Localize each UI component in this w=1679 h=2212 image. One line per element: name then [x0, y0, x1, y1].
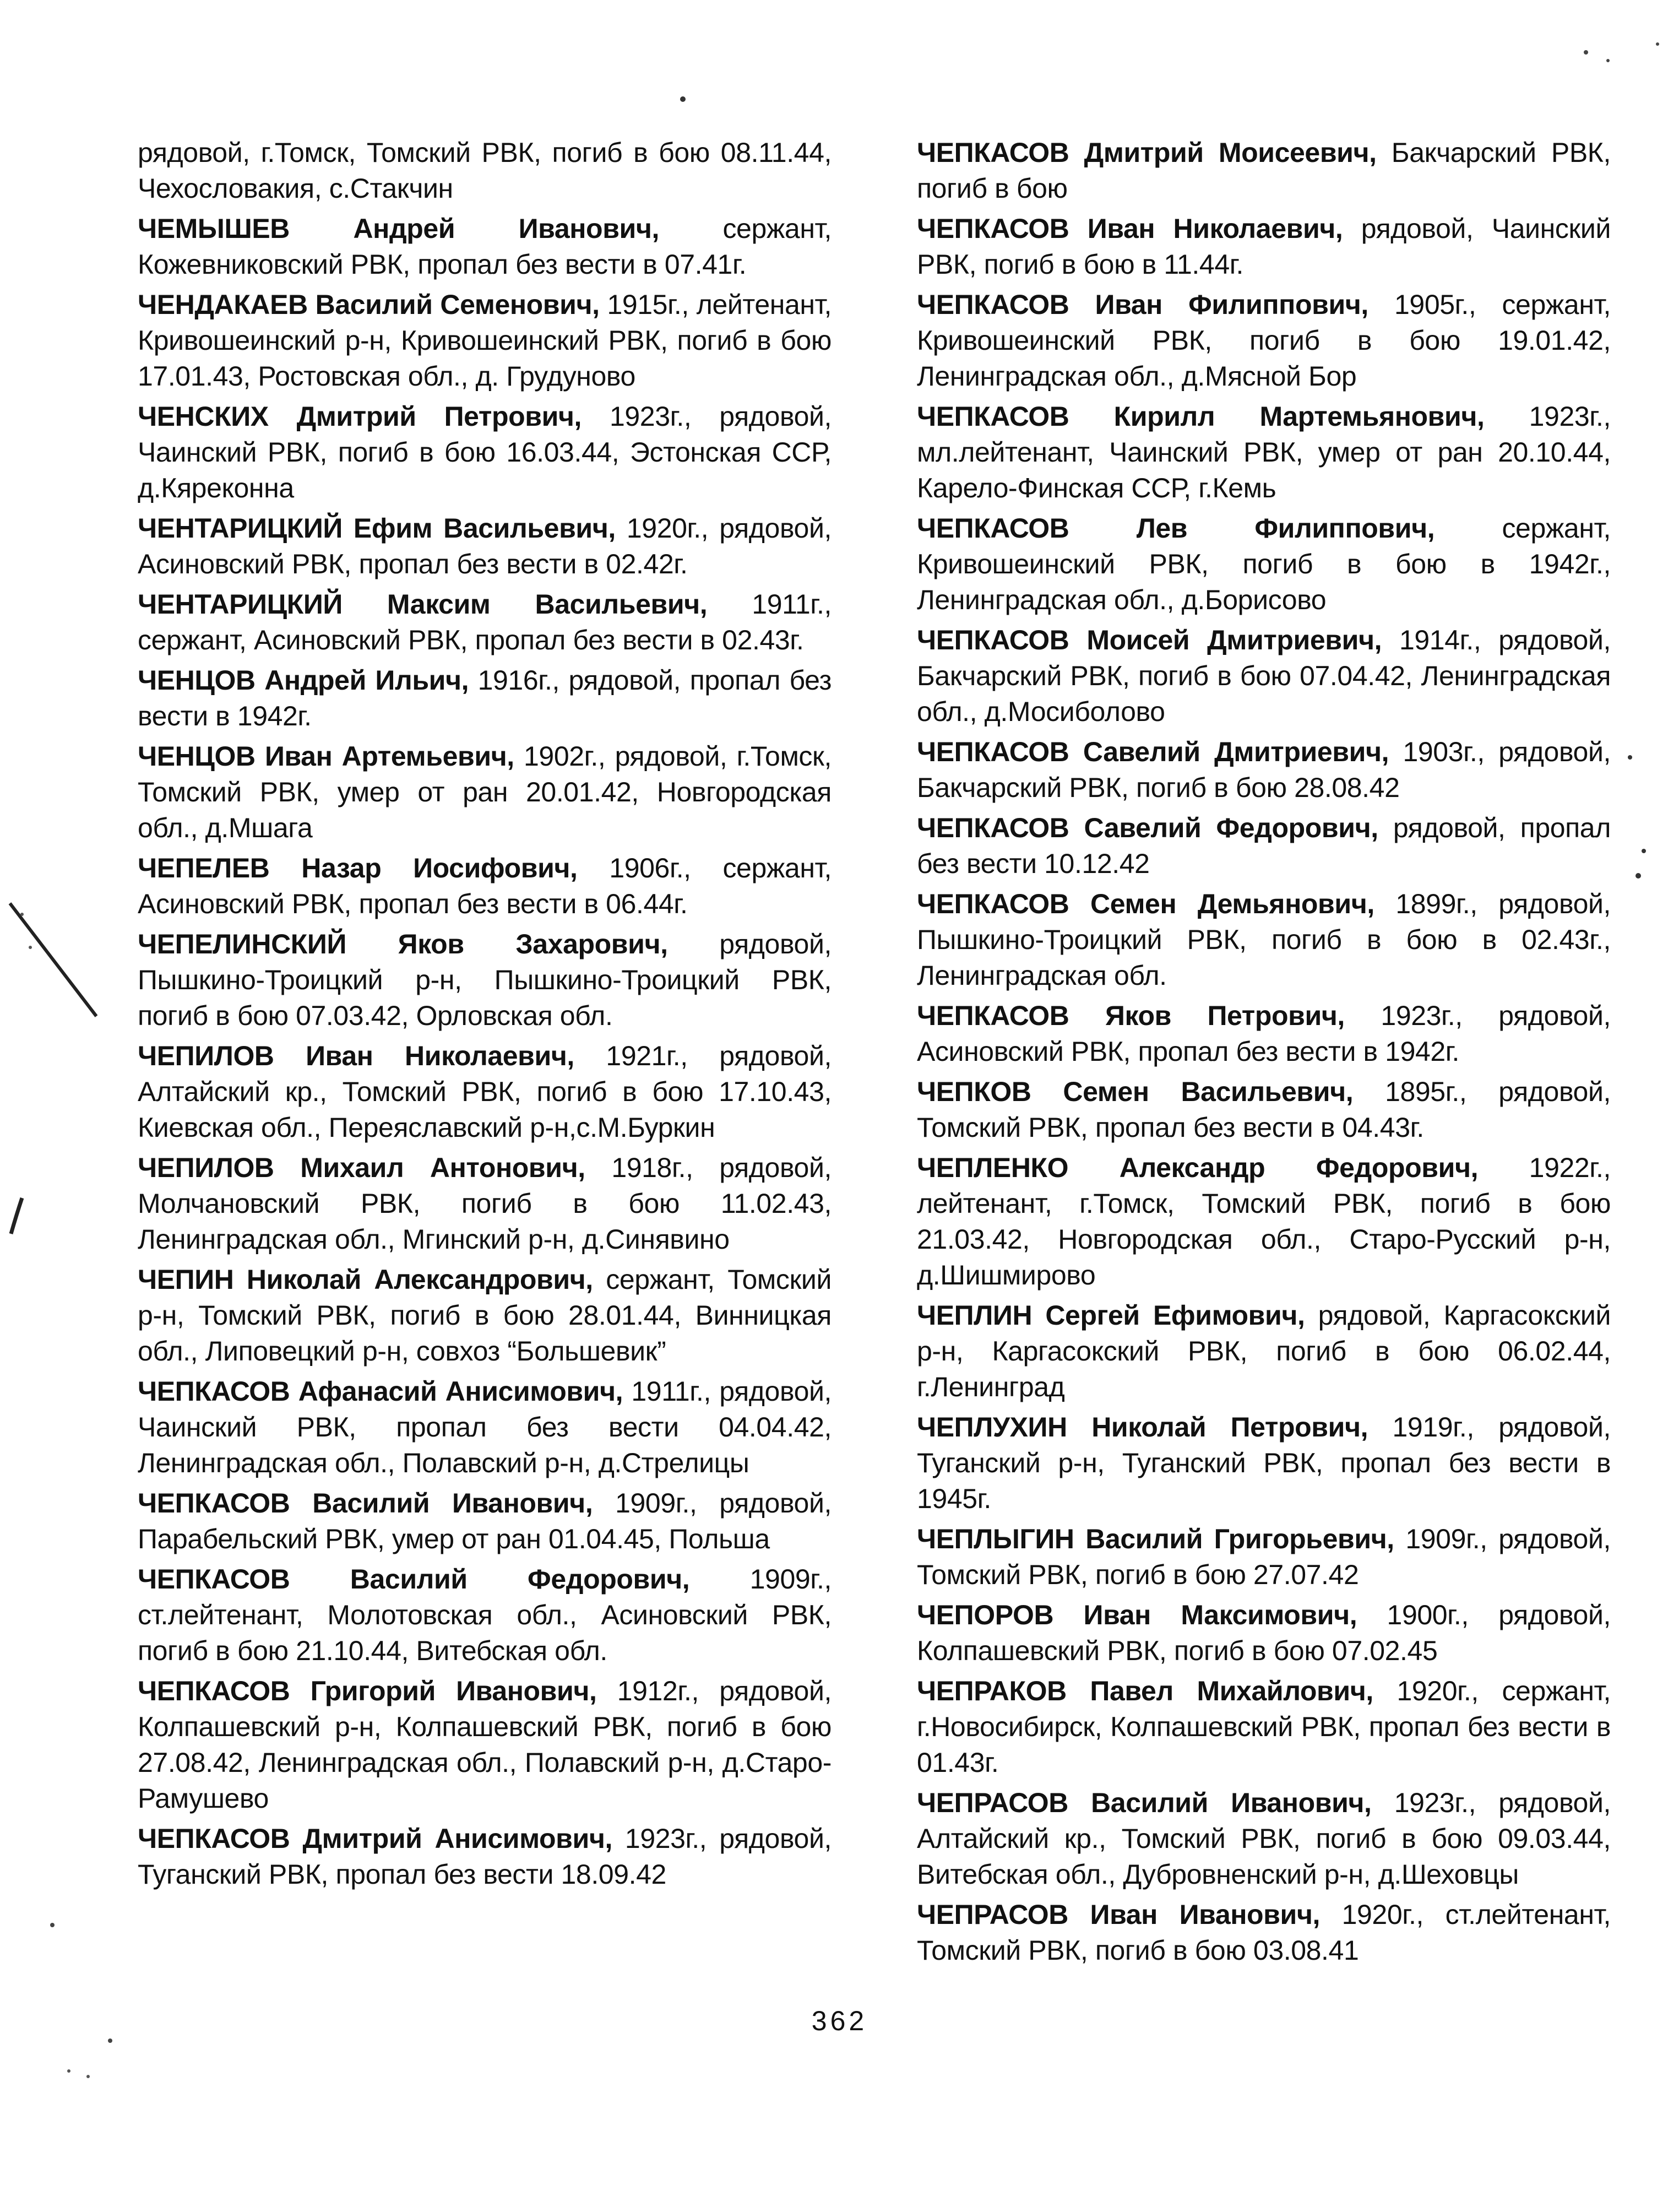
record-entry — [138, 1673, 832, 1817]
record-name: ЧЕНЦОВ Иван Артемьевич, — [138, 741, 514, 772]
speck — [50, 1923, 55, 1927]
left-column — [138, 135, 832, 1897]
record-details: 1921г., рядовой, Алтайский кр., Томский РВК, погиб в бою 17.10.43, Киевская обл., Переяславский р-н,с.М.Буркин — [138, 1040, 832, 1143]
record-entry — [917, 211, 1611, 283]
record-details: сержант, Кривошеинский РВК, погиб в бою в 1942г., Ленинградская обл., д.Борисово — [917, 513, 1611, 615]
record-name: ЧЕПКАСОВ Яков Петрович, — [917, 1000, 1345, 1031]
record-name: ЧЕПКАСОВ Савелий Дмитриевич, — [917, 736, 1389, 767]
record-details: 1909г., рядовой, Томский РВК, погиб в бою 27.07.42 — [917, 1524, 1611, 1590]
record-name: ЧЕПКАСОВ Дмитрий Моисеевич, — [917, 137, 1377, 168]
record-entry — [138, 1374, 832, 1481]
speck — [680, 96, 686, 102]
record-name: ЧЕПКАСОВ Василий Федорович, — [138, 1564, 690, 1595]
record-entry — [138, 287, 832, 394]
record-details: 1909г., рядовой, Парабельский РВК, умер от ран 01.04.45, Польша — [138, 1488, 832, 1554]
record-entry — [917, 1521, 1611, 1593]
record-name: ЧЕПКАСОВ Иван Николаевич, — [917, 213, 1343, 244]
record-entry — [917, 886, 1611, 994]
speck — [1656, 42, 1659, 46]
record-entry — [138, 1562, 832, 1669]
speck — [86, 2075, 90, 2078]
record-entry — [138, 1150, 832, 1257]
record-entry — [138, 663, 832, 734]
record-entry — [138, 1821, 832, 1893]
record-name: ЧЕНТАРИЦКИЙ Ефим Васильевич, — [138, 513, 616, 544]
record-name: ЧЕПИЛОВ Иван Николаевич, — [138, 1040, 574, 1071]
speck — [1635, 873, 1641, 879]
record-name: ЧЕПИН Николай Александрович, — [138, 1264, 593, 1295]
record-entry — [138, 1262, 832, 1369]
record-name: ЧЕПКАСОВ Василий Иванович, — [138, 1488, 593, 1519]
record-name: ЧЕПРАКОВ Павел Михайлович, — [917, 1676, 1373, 1706]
speck — [1606, 59, 1610, 62]
record-entry — [138, 739, 832, 846]
record-name: ЧЕМЫШЕВ Андрей Иванович, — [138, 213, 659, 244]
record-details: 1903г., рядовой, Бакчарский РВК, погиб в бою 28.08.42 — [917, 736, 1611, 803]
record-entry — [138, 850, 832, 922]
record-details: 1906г., сержант, Асиновский РВК, пропал без вести в 06.44г. — [138, 853, 832, 919]
record-details: рядовой, Пышкино-Троицкий р-н, Пышкино-Троицкий РВК, погиб в бою 07.03.42, Орловская обл. — [138, 929, 832, 1031]
record-details: 1923г., рядовой, Чаинский РВК, погиб в бою 16.03.44, Эстонская ССР, д.Кяреконна — [138, 401, 832, 503]
speck — [108, 2038, 112, 2043]
record-entry — [917, 734, 1611, 806]
record-details: рядовой, Каргасокский р-н, Каргасокский РВК, погиб в бою 06.02.44, г.Ленинград — [917, 1300, 1611, 1402]
record-details: 1916г., рядовой, пропал без вести в 1942г. — [138, 665, 832, 731]
record-details: Бакчарский РВК, погиб в бою — [917, 137, 1611, 204]
record-name: ЧЕНТАРИЦКИЙ Максим Васильевич, — [138, 589, 708, 620]
record-details: 1914г., рядовой, Бакчарский РВК, погиб в бою 07.04.42, Ленинградская обл., д.Мосиболово — [917, 625, 1611, 727]
record-details: рядовой, Чаинский РВК, погиб в бою в 11.44г. — [917, 213, 1611, 280]
record-details: 1911г., рядовой, Чаинский РВК, пропал без вести 04.04.42, Ленинградская обл., Полавский р-н, д.Стрелицы — [138, 1376, 832, 1478]
record-details: 1909г., ст.лейтенант, Молотовская обл., Асиновский РВК, погиб в бою 21.10.44, Витебская обл. — [138, 1564, 832, 1666]
record-entry — [917, 1298, 1611, 1405]
record-name: ЧЕПКАСОВ Моисей Дмитриевич, — [917, 625, 1382, 655]
record-entry — [138, 511, 832, 582]
speck — [1584, 50, 1588, 55]
record-details: 1920г., сержант, г.Новосибирск, Колпашевский РВК, пропал без вести в 01.43г. — [917, 1676, 1611, 1778]
record-details: 1923г., рядовой, Алтайский кр., Томский РВК, погиб в бою 09.03.44, Витебская обл., Дубровненский р-н, д.Шеховцы — [917, 1787, 1611, 1890]
record-name: ЧЕПКАСОВ Кирилл Мартемьянович, — [917, 401, 1485, 432]
record-details: 1923г., мл.лейтенант, Чаинский РВК, умер от ран 20.10.44, Карело-Финская ССР, г.Кемь — [917, 401, 1611, 503]
record-name: ЧЕПЛЕНКО Александр Федорович, — [917, 1152, 1479, 1183]
speck — [67, 2069, 70, 2073]
record-entry — [917, 1074, 1611, 1146]
record-name: ЧЕПИЛОВ Михаил Антонович, — [138, 1152, 585, 1183]
record-name: ЧЕПРАСОВ Иван Иванович, — [917, 1899, 1320, 1930]
record-name: ЧЕПКАСОВ Семен Демьянович, — [917, 888, 1374, 919]
record-name: ЧЕПКАСОВ Дмитрий Анисимович, — [138, 1823, 612, 1854]
record-details: рядовой, г.Томск, Томский РВК, погиб в бою 08.11.44, Чехословакия, с.Стакчин — [138, 137, 832, 204]
record-entry — [917, 399, 1611, 506]
record-name: ЧЕПКАСОВ Григорий Иванович, — [138, 1676, 597, 1706]
record-name: ЧЕПЕЛИНСКИЙ Яков Захарович, — [138, 929, 668, 959]
record-entry — [917, 998, 1611, 1070]
record-entry — [917, 1150, 1611, 1293]
record-name: ЧЕПЛУХИН Николай Петрович, — [917, 1412, 1368, 1443]
record-entry — [917, 1785, 1611, 1893]
record-name: ЧЕПКАСОВ Савелий Федорович, — [917, 812, 1378, 843]
record-details: 1899г., рядовой, Пышкино-Троицкий РВК, погиб в бою в 02.43г., Ленинградская обл. — [917, 888, 1611, 991]
record-details: 1902г., рядовой, г.Томск, Томский РВК, умер от ран 20.01.42, Новгородская обл., д.Мшага — [138, 741, 832, 843]
record-entry — [138, 1038, 832, 1146]
record-entry — [138, 587, 832, 658]
record-entry — [138, 211, 832, 283]
record-entry — [917, 511, 1611, 618]
record-details: 1912г., рядовой, Колпашевский р-н, Колпашевский РВК, погиб в бою 27.08.42, Ленинградская обл., Полавский р-н, д.Старо-Рамушево — [138, 1676, 832, 1814]
record-entry — [138, 399, 832, 506]
record-details: 1918г., рядовой, Молчановский РВК, погиб в бою 11.02.43, Ленинградская обл., Мгинский р-н, д.Синявино — [138, 1152, 832, 1255]
record-entry — [917, 135, 1611, 207]
record-entry — [917, 622, 1611, 730]
record-details: 1922г., лейтенант, г.Томск, Томский РВК, погиб в бою 21.03.42, Новгородская обл., Старо-Русский р-н, д.Шишмирово — [917, 1152, 1611, 1291]
record-details: 1900г., рядовой, Колпашевский РВК, погиб в бою 07.02.45 — [917, 1600, 1611, 1666]
record-details: 1923г., рядовой, Туганский РВК, пропал без вести 18.09.42 — [138, 1823, 832, 1890]
record-details: 1919г., рядовой, Туганский р-н, Туганский РВК, пропал без вести в 1945г. — [917, 1412, 1611, 1514]
record-entry — [917, 810, 1611, 882]
record-name: ЧЕНСКИХ Дмитрий Петрович, — [138, 401, 582, 432]
record-name: ЧЕПРАСОВ Василий Иванович, — [917, 1787, 1372, 1818]
record-name: ЧЕПЛЫГИН Василий Григорьевич, — [917, 1524, 1394, 1554]
record-name: ЧЕПОРОВ Иван Максимович, — [917, 1600, 1357, 1630]
margin-stroke-mark — [10, 903, 96, 1016]
right-column — [917, 135, 1611, 1973]
record-entry — [138, 1485, 832, 1557]
record-details: 1905г., сержант, Кривошеинский РВК, погиб в бою 19.01.42, Ленинградская обл., д.Мясной Бор — [917, 289, 1611, 392]
record-entry — [917, 1897, 1611, 1969]
record-details: 1923г., рядовой, Асиновский РВК, пропал без вести в 1942г. — [917, 1000, 1611, 1067]
speck — [1642, 849, 1646, 853]
speck — [20, 913, 24, 916]
record-name: ЧЕПКАСОВ Лев Филиппович, — [917, 513, 1435, 544]
record-details: 1920г., рядовой, Асиновский РВК, пропал без вести в 02.42г. — [138, 513, 832, 579]
speck — [1628, 755, 1632, 760]
record-entry — [917, 1409, 1611, 1517]
record-details: сержант, Томский р-н, Томский РВК, погиб в бою 28.01.44, Винницкая обл., Липовецкий р-н, совхоз “Большевик” — [138, 1264, 832, 1367]
speck — [29, 946, 32, 949]
record-name: ЧЕПКОВ Семен Васильевич, — [917, 1076, 1354, 1107]
record-details: 1920г., ст.лейтенант, Томский РВК, погиб в бою 03.08.41 — [917, 1899, 1611, 1966]
record-name: ЧЕПКАСОВ Иван Филиппович, — [917, 289, 1368, 320]
record-name: ЧЕПЕЛЕВ Назар Иосифович, — [138, 853, 578, 883]
record-name: ЧЕПКАСОВ Афанасий Анисимович, — [138, 1376, 623, 1407]
page-number: 362 — [811, 2005, 868, 2036]
record-details: сержант, Кожевниковский РВК, пропал без вести в 07.41г. — [138, 213, 832, 280]
record-details: 1915г., лейтенант, Кривошеинский р-н, Кривошеинский РВК, погиб в бою 17.01.43, Ростовская обл., д. Грудуново — [138, 289, 832, 392]
record-entry — [917, 1597, 1611, 1669]
record-details: 1895г., рядовой, Томский РВК, пропал без вести в 04.43г. — [917, 1076, 1611, 1143]
record-name: ЧЕПЛИН Сергей Ефимович, — [917, 1300, 1305, 1331]
record-entry — [138, 135, 832, 207]
record-name: ЧЕНЦОВ Андрей Ильич, — [138, 665, 469, 696]
record-details: рядовой, пропал без вести 10.12.42 — [917, 812, 1611, 879]
margin-pen-mark — [11, 1198, 22, 1234]
record-entry — [917, 1673, 1611, 1781]
record-details: 1911г., сержант, Асиновский РВК, пропал без вести в 02.43г. — [138, 589, 832, 655]
record-name: ЧЕНДАКАЕВ Василий Семенович, — [138, 289, 600, 320]
record-entry — [917, 287, 1611, 394]
record-entry — [138, 926, 832, 1034]
